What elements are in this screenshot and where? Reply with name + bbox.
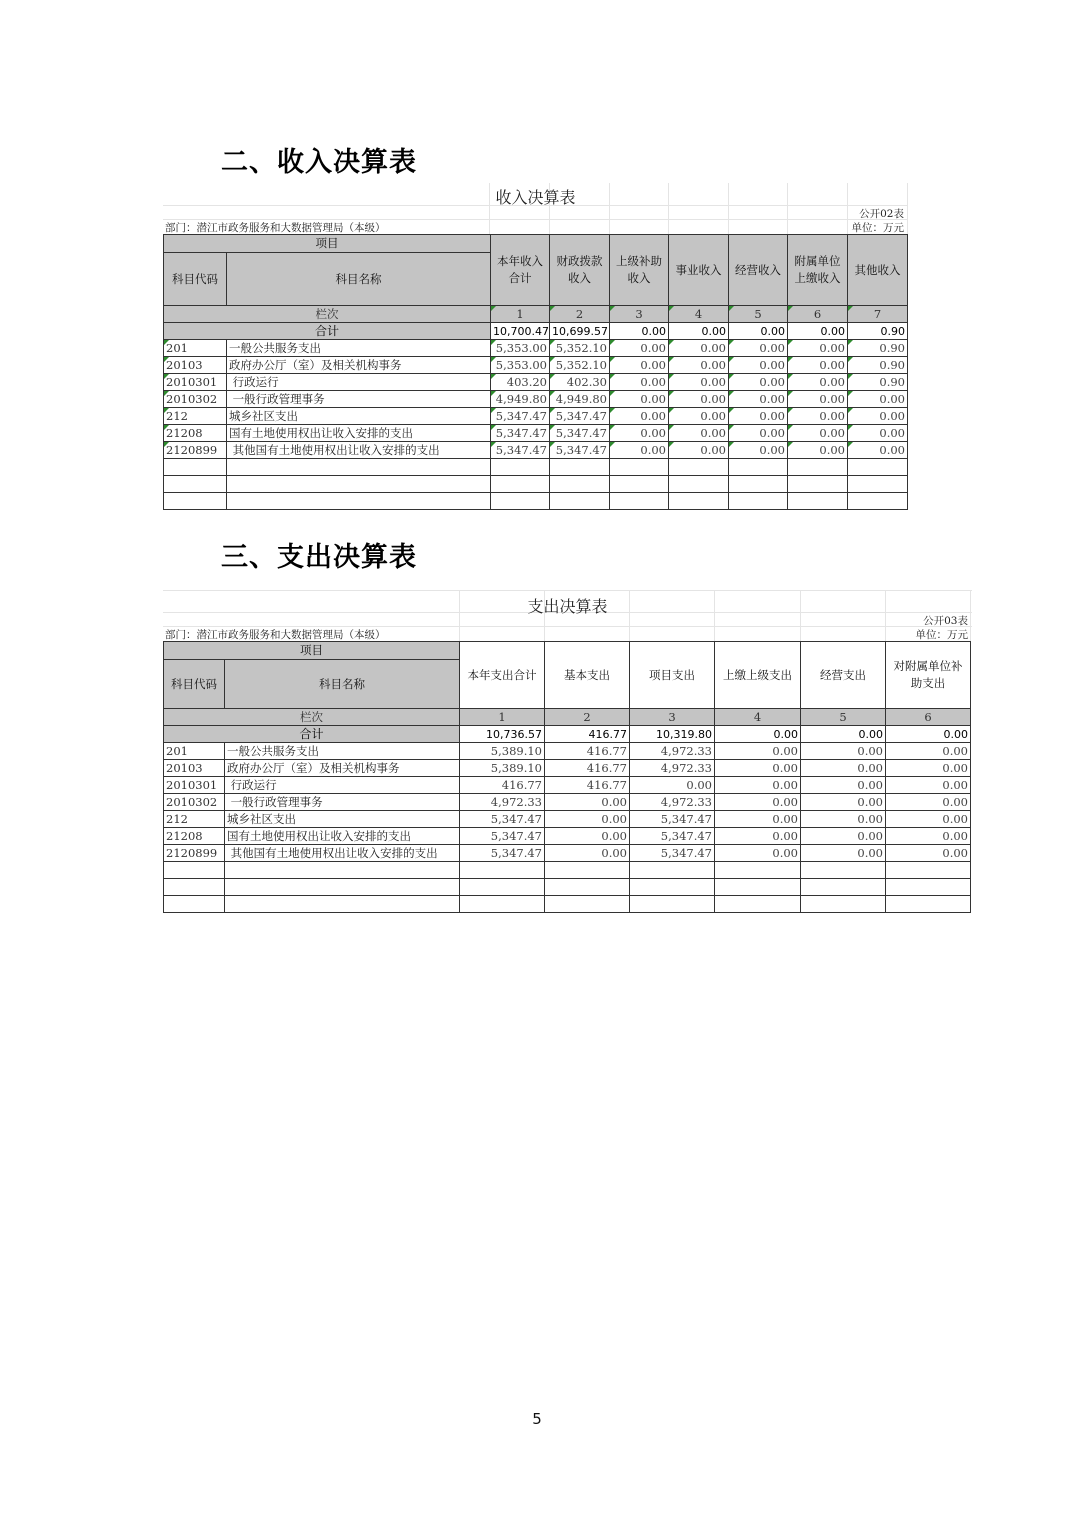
row-value: 5,347.47 bbox=[460, 811, 545, 828]
row-name: 一般行政管理事务 bbox=[227, 391, 491, 408]
row-value: 0.00 bbox=[669, 374, 729, 391]
total-label: 合计 bbox=[164, 323, 491, 340]
empty-cell bbox=[550, 476, 610, 493]
row-value: 403.20 bbox=[491, 374, 550, 391]
row-value: 4,972.33 bbox=[630, 794, 715, 811]
total-value: 0.00 bbox=[729, 323, 788, 340]
empty-cell bbox=[545, 896, 630, 913]
row-value: 5,353.00 bbox=[491, 357, 550, 374]
row-value: 0.00 bbox=[886, 845, 971, 862]
row-value: 0.00 bbox=[801, 811, 886, 828]
row-value: 0.00 bbox=[848, 391, 908, 408]
income-table-title: 收入决算表 bbox=[495, 188, 576, 207]
expense-department: 部门：潜江市政务服务和大数据管理局（本级） bbox=[165, 629, 386, 641]
row-value: 0.00 bbox=[801, 760, 886, 777]
table-row bbox=[164, 794, 971, 811]
row-code: 2010302 bbox=[164, 794, 225, 811]
row-value: 0.90 bbox=[848, 357, 908, 374]
row-code: 2120899 bbox=[164, 442, 227, 459]
column-label: 栏次 bbox=[164, 709, 460, 726]
row-value: 0.00 bbox=[729, 357, 788, 374]
header-name: 科目名称 bbox=[227, 253, 491, 306]
row-value: 0.00 bbox=[715, 811, 801, 828]
row-value: 0.00 bbox=[715, 845, 801, 862]
table-row bbox=[164, 777, 971, 794]
row-value: 0.00 bbox=[788, 408, 848, 425]
row-value: 5,347.47 bbox=[630, 828, 715, 845]
header-col-1: 本年收入合计 bbox=[491, 235, 550, 306]
column-number: 3 bbox=[610, 306, 669, 323]
row-value: 0.00 bbox=[545, 811, 630, 828]
row-value: 0.00 bbox=[886, 828, 971, 845]
table-row bbox=[164, 425, 908, 442]
empty-cell bbox=[729, 459, 788, 476]
table-row bbox=[164, 828, 971, 845]
empty-cell bbox=[164, 896, 225, 913]
row-value: 5,347.47 bbox=[550, 408, 610, 425]
column-number: 3 bbox=[630, 709, 715, 726]
row-value: 0.00 bbox=[729, 425, 788, 442]
row-value: 0.00 bbox=[729, 374, 788, 391]
header-name: 科目名称 bbox=[225, 660, 460, 709]
empty-cell bbox=[801, 879, 886, 896]
empty-cell bbox=[610, 459, 669, 476]
row-value: 0.00 bbox=[848, 408, 908, 425]
total-value: 10,700.47 bbox=[491, 323, 550, 340]
empty-cell bbox=[610, 476, 669, 493]
total-value: 0.00 bbox=[801, 726, 886, 743]
row-value: 416.77 bbox=[460, 777, 545, 794]
row-name: 其他国有土地使用权出让收入安排的支出 bbox=[227, 442, 491, 459]
row-value: 0.00 bbox=[848, 442, 908, 459]
header-code: 科目代码 bbox=[164, 660, 225, 709]
row-value: 0.00 bbox=[610, 391, 669, 408]
empty-cell bbox=[491, 476, 550, 493]
empty-cell bbox=[788, 459, 848, 476]
row-value: 5,352.10 bbox=[550, 357, 610, 374]
row-value: 5,347.47 bbox=[630, 845, 715, 862]
row-value: 5,347.47 bbox=[491, 425, 550, 442]
income-table-number: 公开02表 bbox=[859, 208, 904, 220]
expense-table bbox=[163, 641, 971, 913]
income-unit: 单位：万元 bbox=[851, 222, 904, 234]
row-value: 0.00 bbox=[886, 794, 971, 811]
row-value: 402.30 bbox=[550, 374, 610, 391]
row-code: 2120899 bbox=[164, 845, 225, 862]
row-value: 0.00 bbox=[729, 408, 788, 425]
row-value: 0.00 bbox=[729, 340, 788, 357]
expense-unit: 单位：万元 bbox=[915, 629, 968, 641]
column-label: 栏次 bbox=[164, 306, 491, 323]
column-number: 6 bbox=[886, 709, 971, 726]
expense-table-number: 公开03表 bbox=[923, 615, 968, 627]
row-code: 20103 bbox=[164, 760, 225, 777]
empty-cell bbox=[630, 879, 715, 896]
row-value: 0.00 bbox=[610, 408, 669, 425]
total-value: 0.00 bbox=[788, 323, 848, 340]
empty-cell bbox=[491, 459, 550, 476]
row-value: 0.00 bbox=[715, 777, 801, 794]
table-row bbox=[164, 811, 971, 828]
empty-cell bbox=[545, 862, 630, 879]
empty-cell bbox=[550, 459, 610, 476]
row-name: 政府办公厅（室）及相关机构事务 bbox=[225, 760, 460, 777]
row-value: 416.77 bbox=[545, 743, 630, 760]
column-number: 2 bbox=[550, 306, 610, 323]
total-value: 10,319.80 bbox=[630, 726, 715, 743]
row-name: 国有土地使用权出让收入安排的支出 bbox=[225, 828, 460, 845]
row-value: 0.00 bbox=[886, 777, 971, 794]
empty-cell bbox=[669, 459, 729, 476]
row-value: 0.00 bbox=[545, 828, 630, 845]
row-value: 0.00 bbox=[610, 442, 669, 459]
empty-cell bbox=[848, 493, 908, 510]
row-code: 212 bbox=[164, 811, 225, 828]
column-number: 2 bbox=[545, 709, 630, 726]
total-label: 合计 bbox=[164, 726, 460, 743]
row-name: 其他国有土地使用权出让收入安排的支出 bbox=[225, 845, 460, 862]
row-value: 4,972.33 bbox=[630, 760, 715, 777]
row-value: 0.00 bbox=[788, 391, 848, 408]
total-value: 10,699.57 bbox=[550, 323, 610, 340]
row-value: 0.00 bbox=[715, 760, 801, 777]
empty-cell bbox=[801, 896, 886, 913]
header-item: 项目 bbox=[164, 642, 460, 660]
row-value: 0.00 bbox=[886, 811, 971, 828]
row-name: 一般公共服务支出 bbox=[227, 340, 491, 357]
column-number: 5 bbox=[801, 709, 886, 726]
table-row bbox=[164, 357, 908, 374]
empty-cell bbox=[715, 879, 801, 896]
column-number: 1 bbox=[460, 709, 545, 726]
income-section-heading: 二、收入决算表 bbox=[221, 147, 417, 178]
row-value: 0.00 bbox=[801, 845, 886, 862]
empty-cell bbox=[715, 896, 801, 913]
row-value: 5,347.47 bbox=[460, 828, 545, 845]
header-col-2: 基本支出 bbox=[545, 642, 630, 709]
total-value: 0.90 bbox=[848, 323, 908, 340]
empty-cell bbox=[164, 476, 227, 493]
column-number: 7 bbox=[848, 306, 908, 323]
expense-table-title: 支出决算表 bbox=[527, 597, 608, 616]
empty-cell bbox=[227, 493, 491, 510]
empty-cell bbox=[164, 879, 225, 896]
income-table-body bbox=[164, 340, 908, 510]
row-value: 416.77 bbox=[545, 777, 630, 794]
row-value: 4,949.80 bbox=[550, 391, 610, 408]
row-value: 0.00 bbox=[610, 374, 669, 391]
row-value: 5,347.47 bbox=[460, 845, 545, 862]
empty-row bbox=[164, 896, 971, 913]
row-value: 0.00 bbox=[788, 340, 848, 357]
row-value: 0.00 bbox=[669, 425, 729, 442]
row-value: 0.90 bbox=[848, 374, 908, 391]
row-value: 5,389.10 bbox=[460, 743, 545, 760]
row-value: 0.00 bbox=[715, 828, 801, 845]
row-value: 0.00 bbox=[801, 794, 886, 811]
row-value: 0.00 bbox=[801, 777, 886, 794]
row-name: 城乡社区支出 bbox=[227, 408, 491, 425]
empty-row bbox=[164, 862, 971, 879]
header-col-7: 其他收入 bbox=[848, 235, 908, 306]
total-row bbox=[164, 323, 908, 340]
table-row bbox=[164, 408, 908, 425]
row-value: 5,353.00 bbox=[491, 340, 550, 357]
column-number: 4 bbox=[715, 709, 801, 726]
table-row bbox=[164, 340, 908, 357]
row-code: 21208 bbox=[164, 828, 225, 845]
row-value: 0.00 bbox=[669, 340, 729, 357]
header-col-6: 附属单位上缴收入 bbox=[788, 235, 848, 306]
empty-cell bbox=[788, 493, 848, 510]
row-code: 201 bbox=[164, 340, 227, 357]
total-value: 0.00 bbox=[610, 323, 669, 340]
row-value: 0.00 bbox=[715, 794, 801, 811]
row-value: 4,972.33 bbox=[460, 794, 545, 811]
empty-cell bbox=[610, 493, 669, 510]
empty-cell bbox=[669, 476, 729, 493]
empty-cell bbox=[630, 862, 715, 879]
empty-cell bbox=[788, 476, 848, 493]
empty-cell bbox=[848, 476, 908, 493]
empty-cell bbox=[164, 493, 227, 510]
total-value: 0.00 bbox=[669, 323, 729, 340]
row-value: 4,949.80 bbox=[491, 391, 550, 408]
row-code: 2010302 bbox=[164, 391, 227, 408]
header-col-2: 财政拨款收入 bbox=[550, 235, 610, 306]
row-name: 政府办公厅（室）及相关机构事务 bbox=[227, 357, 491, 374]
row-code: 20103 bbox=[164, 357, 227, 374]
row-value: 0.00 bbox=[669, 357, 729, 374]
table-row bbox=[164, 743, 971, 760]
income-table bbox=[163, 234, 908, 510]
total-row bbox=[164, 726, 971, 743]
row-code: 2010301 bbox=[164, 374, 227, 391]
empty-cell bbox=[225, 879, 460, 896]
row-value: 0.00 bbox=[610, 357, 669, 374]
empty-cell bbox=[164, 459, 227, 476]
income-department: 部门：潜江市政务服务和大数据管理局（本级） bbox=[165, 222, 386, 234]
expense-table-body bbox=[164, 743, 971, 913]
row-value: 4,972.33 bbox=[630, 743, 715, 760]
empty-cell bbox=[630, 896, 715, 913]
expense-section-heading: 三、支出决算表 bbox=[221, 542, 417, 573]
row-value: 5,389.10 bbox=[460, 760, 545, 777]
row-value: 0.00 bbox=[630, 777, 715, 794]
expense-sheet bbox=[163, 590, 972, 910]
row-value: 0.00 bbox=[669, 391, 729, 408]
header-col-3: 项目支出 bbox=[630, 642, 715, 709]
empty-cell bbox=[545, 879, 630, 896]
column-number: 1 bbox=[491, 306, 550, 323]
header-col-4: 事业收入 bbox=[669, 235, 729, 306]
row-name: 城乡社区支出 bbox=[225, 811, 460, 828]
empty-cell bbox=[460, 862, 545, 879]
header-col-1: 本年支出合计 bbox=[460, 642, 545, 709]
table-row bbox=[164, 845, 971, 862]
row-value: 0.00 bbox=[788, 357, 848, 374]
empty-cell bbox=[669, 493, 729, 510]
column-number: 6 bbox=[788, 306, 848, 323]
header-col-5: 经营支出 bbox=[801, 642, 886, 709]
row-value: 5,347.47 bbox=[491, 408, 550, 425]
row-value: 5,347.47 bbox=[550, 442, 610, 459]
row-value: 0.00 bbox=[715, 743, 801, 760]
empty-cell bbox=[729, 493, 788, 510]
header-item: 项目 bbox=[164, 235, 491, 253]
empty-row bbox=[164, 493, 908, 510]
header-col-5: 经营收入 bbox=[729, 235, 788, 306]
row-value: 0.00 bbox=[669, 408, 729, 425]
table-row bbox=[164, 391, 908, 408]
total-value: 0.00 bbox=[886, 726, 971, 743]
row-value: 416.77 bbox=[545, 760, 630, 777]
row-value: 0.00 bbox=[545, 845, 630, 862]
empty-row bbox=[164, 476, 908, 493]
header-col-3: 上级补助收入 bbox=[610, 235, 669, 306]
empty-row bbox=[164, 879, 971, 896]
header-col-4: 上缴上级支出 bbox=[715, 642, 801, 709]
header-code: 科目代码 bbox=[164, 253, 227, 306]
empty-cell bbox=[715, 862, 801, 879]
total-value: 0.00 bbox=[715, 726, 801, 743]
empty-cell bbox=[886, 879, 971, 896]
table-row bbox=[164, 760, 971, 777]
row-value: 0.00 bbox=[610, 340, 669, 357]
row-value: 5,347.47 bbox=[550, 425, 610, 442]
row-value: 0.00 bbox=[788, 374, 848, 391]
row-name: 一般行政管理事务 bbox=[225, 794, 460, 811]
row-value: 0.00 bbox=[788, 442, 848, 459]
empty-cell bbox=[460, 896, 545, 913]
column-number: 5 bbox=[729, 306, 788, 323]
row-name: 行政运行 bbox=[227, 374, 491, 391]
empty-cell bbox=[801, 862, 886, 879]
row-value: 0.00 bbox=[729, 442, 788, 459]
row-code: 212 bbox=[164, 408, 227, 425]
row-name: 行政运行 bbox=[225, 777, 460, 794]
empty-row bbox=[164, 459, 908, 476]
table-row bbox=[164, 442, 908, 459]
row-value: 0.00 bbox=[669, 442, 729, 459]
total-value: 10,736.57 bbox=[460, 726, 545, 743]
row-value: 0.00 bbox=[610, 425, 669, 442]
row-value: 0.00 bbox=[545, 794, 630, 811]
row-name: 国有土地使用权出让收入安排的支出 bbox=[227, 425, 491, 442]
empty-cell bbox=[550, 493, 610, 510]
empty-cell bbox=[227, 476, 491, 493]
row-value: 0.00 bbox=[801, 828, 886, 845]
empty-cell bbox=[225, 896, 460, 913]
empty-cell bbox=[848, 459, 908, 476]
row-value: 5,347.47 bbox=[630, 811, 715, 828]
empty-cell bbox=[729, 476, 788, 493]
row-value: 0.00 bbox=[729, 391, 788, 408]
empty-cell bbox=[225, 862, 460, 879]
row-value: 0.00 bbox=[886, 743, 971, 760]
row-value: 0.00 bbox=[788, 425, 848, 442]
row-value: 0.00 bbox=[886, 760, 971, 777]
page-number: 5 bbox=[532, 1410, 542, 1428]
table-row bbox=[164, 374, 908, 391]
row-code: 21208 bbox=[164, 425, 227, 442]
row-code: 2010301 bbox=[164, 777, 225, 794]
empty-cell bbox=[886, 862, 971, 879]
empty-cell bbox=[164, 862, 225, 879]
row-value: 5,352.10 bbox=[550, 340, 610, 357]
column-number: 4 bbox=[669, 306, 729, 323]
row-code: 201 bbox=[164, 743, 225, 760]
empty-cell bbox=[227, 459, 491, 476]
empty-cell bbox=[886, 896, 971, 913]
row-name: 一般公共服务支出 bbox=[225, 743, 460, 760]
empty-cell bbox=[460, 879, 545, 896]
header-col-6: 对附属单位补助支出 bbox=[886, 642, 971, 709]
row-value: 0.00 bbox=[801, 743, 886, 760]
total-value: 416.77 bbox=[545, 726, 630, 743]
empty-cell bbox=[491, 493, 550, 510]
row-value: 0.00 bbox=[848, 425, 908, 442]
row-value: 0.90 bbox=[848, 340, 908, 357]
income-sheet bbox=[163, 183, 908, 523]
row-value: 5,347.47 bbox=[491, 442, 550, 459]
